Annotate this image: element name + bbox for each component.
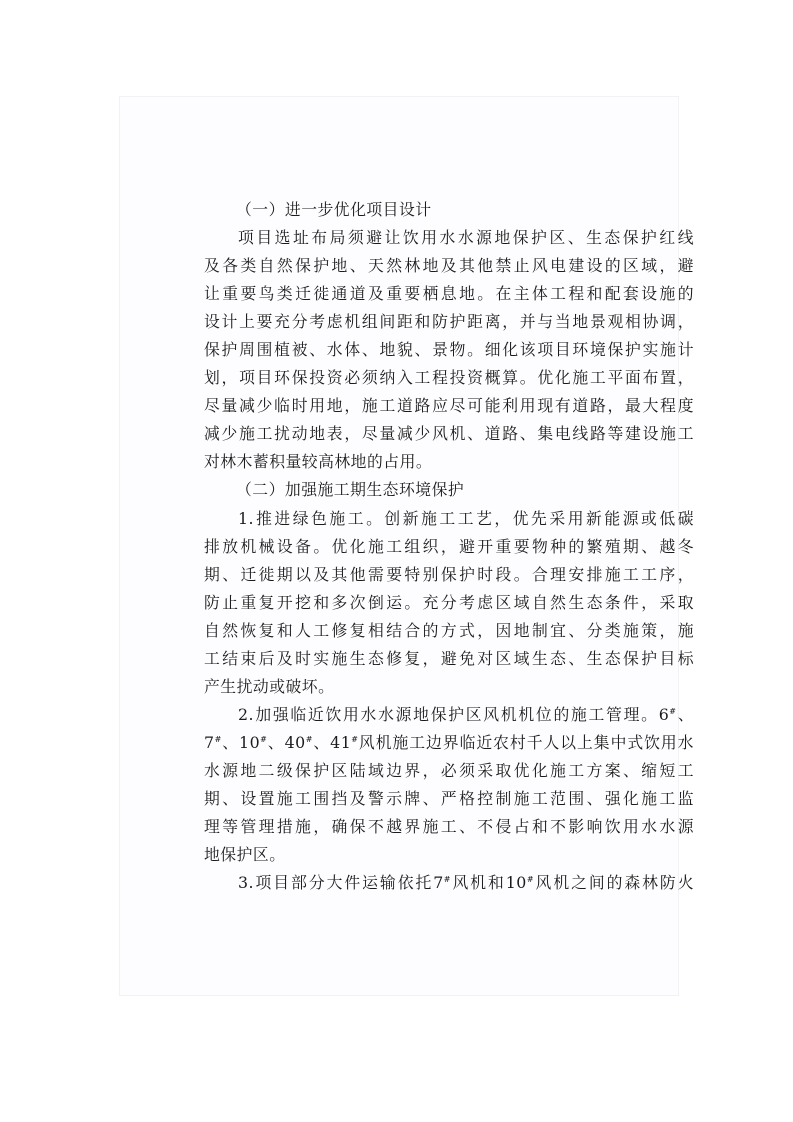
paragraph-line: 防止重复开挖和多次倒运。充分考虑区域自然生态条件，采取 <box>204 592 694 612</box>
paragraph-line: 对林木蓄积量较高林地的占用。 <box>204 452 433 472</box>
paragraph-line: 水源地二级保护区陆域边界，必须采取优化施工方案、缩短工 <box>204 760 694 780</box>
paragraph-line: 理等管理措施，确保不越界施工、不侵占和不影响饮用水水源 <box>204 817 694 837</box>
paragraph-line: 7#、10#、40#、41#风机施工边界临近农村千人以上集中式饮用水 <box>204 732 694 752</box>
paragraph-line: 3.项目部分大件运输依托7#风机和10#风机之间的森林防火 <box>238 873 694 893</box>
paragraph-line: 划，项目环保投资必须纳入工程投资概算。优化施工平面布置， <box>204 368 694 388</box>
section-heading-1: （一）进一步优化项目设计 <box>236 200 432 219</box>
paragraph-line: 排放机械设备。优化施工组织，避开重要物种的繁殖期、越冬 <box>204 536 694 556</box>
paragraph-line: 2.加强临近饮用水水源地保护区风机机位的施工管理。6#、 <box>238 704 694 724</box>
section-heading-2: （二）加强施工期生态环境保护 <box>236 480 465 500</box>
paragraph-line: 保护周围植被、水体、地貌、景物。细化该项目环境保护实施计 <box>204 340 694 360</box>
paragraph-line: 让重要鸟类迁徙通道及重要栖息地。在主体工程和配套设施的 <box>204 284 694 304</box>
paragraph-line: 期、设置施工围挡及警示牌、严格控制施工范围、强化施工监 <box>204 788 694 808</box>
paragraph-line: 产生扰动或破坏。 <box>204 676 335 696</box>
paragraph-line: 设计上要充分考虑机组间距和防护距离，并与当地景观相协调， <box>204 312 694 332</box>
paragraph-line: 1.推进绿色施工。创新施工工艺，优先采用新能源或低碳 <box>238 508 694 528</box>
paragraph-line: 减少施工扰动地表，尽量减少风机、道路、集电线路等建设施工 <box>204 424 694 444</box>
paragraph-line: 工结束后及时实施生态修复，避免对区域生态、生态保护目标 <box>204 648 694 668</box>
paragraph-line: 项目选址布局须避让饮用水水源地保护区、生态保护红线 <box>238 228 694 248</box>
paragraph-line: 期、迁徙期以及其他需要特别保护时段。合理安排施工工序， <box>204 564 694 584</box>
paragraph-line: 及各类自然保护地、天然林地及其他禁止风电建设的区域，避 <box>204 256 694 276</box>
paragraph-line: 地保护区。 <box>204 845 286 865</box>
paragraph-line: 尽量减少临时用地，施工道路应尽可能利用现有道路，最大程度 <box>204 396 694 416</box>
document-body <box>204 196 694 897</box>
paragraph-line: 自然恢复和人工修复相结合的方式，因地制宜、分类施策，施 <box>204 620 694 640</box>
